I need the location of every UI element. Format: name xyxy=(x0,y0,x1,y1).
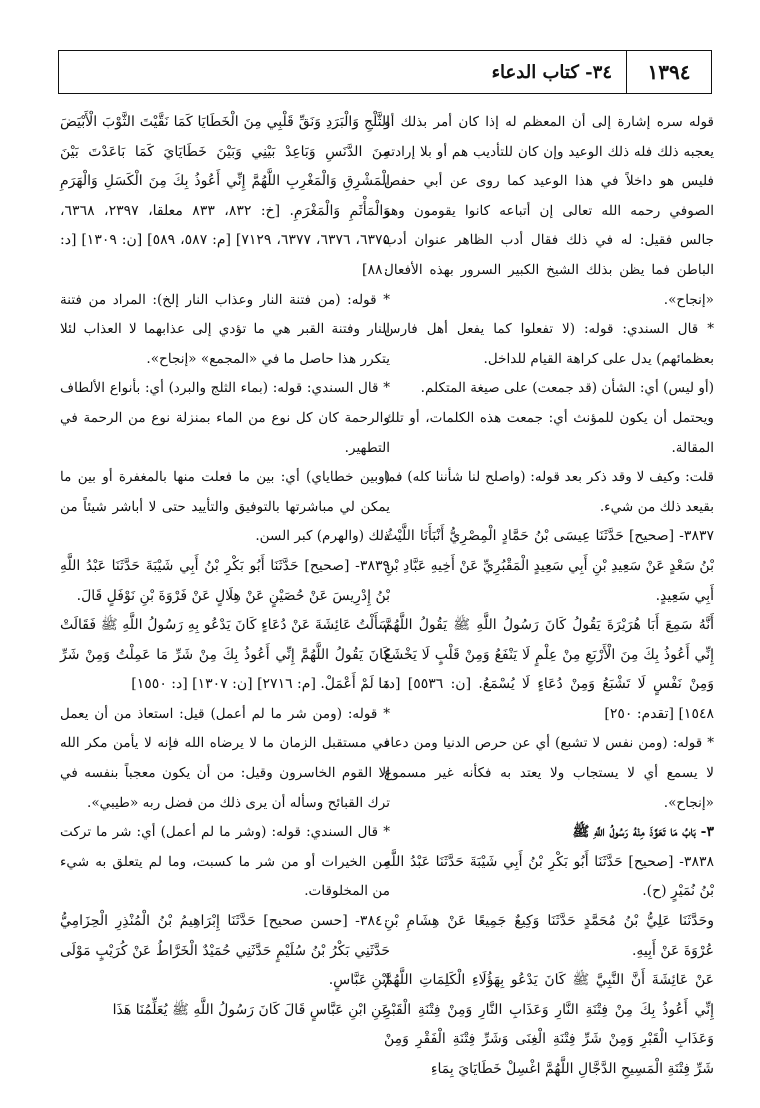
hadith-isnad: ٣٨٣٨- [صحيح] حَدَّثَنَا أَبُو بَكْرِ بْنُ أَبِي شَيْبَةَ حَدَّثَنَا عَبْدُ اللَّهِ بْنُ نُمَيْرٍ (ح). xyxy=(384,853,714,900)
paragraph: * قال السندي: قوله: (بماء الثلج والبرد) أي: بأنواع الألطاف والرحمة كان كل نوع من الماء بمنزلة نوع من الرحمة في التطهير. xyxy=(60,380,390,456)
hadith-isnad: وحَدَّثَنَا عَلِيُّ بْنُ مُحَمَّدٍ حَدَّثَنَا وَكِيعٌ جَمِيعًا عَنْ هِشَامِ بْنِ عُرْوَةَ عَنْ أَبِيهِ. xyxy=(384,913,714,959)
paragraph: ويحتمل أن يكون للمؤنث أي: جمعت هذه الكلمات، أو تلك المقالة. xyxy=(384,409,714,456)
paragraph: * قال السندي: قوله: (وشر ما لم أعمل) أي: شر ما تركت من الخيرات أو من شر ما كسبت، وما لم يتعلق به شيء من المخلوقات. xyxy=(60,824,390,900)
hadith-text: سَأَلْتُ عَائِشَةَ عَنْ دُعَاءٍ كَانَ يَدْعُو بِهِ رَسُولُ اللَّهِ ﷺ فَقَالَتْ كَانَ يَقُولُ اللَّهُمَّ إِنِّي أَعُوذُ بِكَ مِنْ شَرِّ مَا عَمِلْتُ وَمِنْ شَرِّ مَا لَمْ أَعْمَلْ. [م: ٢٧١٦] [ن: ١٣٠٧] [د: ١٥٥٠] xyxy=(60,617,390,693)
page-header xyxy=(58,50,712,94)
paragraph: قلت: وكيف لا وقد ذكر بعد قوله: (واصلح لنا شأننا كله) فما بقيعد ذلك من شيء. xyxy=(384,469,714,515)
paragraph: (أو ليس) أي: الشأن (قد جمعت) على صيغة المتكلم. xyxy=(420,380,714,397)
hadith-text: الثَّلْجِ وَالْبَرَدِ وَنَقِّ قَلْبِي مِنَ الْخَطَايَا كَمَا نَقَّيْتَ الثَّوْبَ الْأَبْيَضَ مِنَ الدَّنَسِ وَبَاعِدْ بَيْنِي وَبَيْنَ خَطَايَايَ كَمَا بَاعَدْتَ بَيْنَ الْمَشْرِقِ وَالْمَغْرِبِ اللَّهُمَّ إِنِّي أَعُوذُ بِكَ مِنَ الْكَسَلِ وَالْهَرَمِ وَالْمَأْثَمِ وَالْمَغْرَمِ. [خ: ٨٣٢، ٨٣٣ معلقا، ٢٣٩٧، ٦٣٦٨، ٦٣٧٥، ٦٣٧٦، ٦٣٧٧، ٧١٢٩] [م: ٥٨٧، ٥٨٩] [ن: ١٣٠٩] [د: ٨٨٠] xyxy=(60,114,391,278)
paragraph: * قوله: (ومن نفس لا تشبع) أي عن حرص الدنيا ومن دعاء لا يسمع أي لا يستجاب ولا يعتد به فكأنه غير مسموع «إنجاح». xyxy=(384,735,714,811)
paragraph: (وبين خطاياي) أي: بين ما فعلت منها بالمغفرة أو بين ما يمكن لي مباشرتها بالتوفيق والتأييد حتى لا أباشر شيئاً من ذلك (والهرم) كبر السن. xyxy=(60,469,390,545)
hadith-text: عَنْ عَائِشَةَ أَنَّ النَّبِيَّ ﷺ كَانَ يَدْعُو بِهَؤُلَاءِ الْكَلِمَاتِ اللَّهُمَّ إِنِّي أَعُوذُ بِكَ مِنْ فِتْنَةِ النَّارِ وَعَذَابِ النَّارِ وَمِنْ فِتْنَةِ الْقَبْرِ وَعَذَابِ الْقَبْرِ وَمِنْ شَرِّ فِتْنَةِ الْغِنَى وَشَرِّ فِتْنَةِ الْفَقْرِ وَمِنْ شَرِّ فِتْنَةِ الْمَسِيحِ الدَّجَّالِ اللَّهُمَّ اغْسِلْ خَطَايَايَ بِمَاءِ xyxy=(384,972,714,1077)
hadith-isnad: ٣٨٣٧- [صحيح] حَدَّثَنَا عِيسَى بْنُ حَمَّادٍ الْمِصْرِيُّ أَنْبَأَنَا اللَّيْثُ بْنُ سَعْدٍ عَنْ سَعِيدِ بْنِ أَبِي سَعِيدٍ الْمَقْبُرِيِّ عَنْ أَخِيهِ عَبَّادِ بْنِ أَبِي سَعِيدٍ. xyxy=(384,528,714,604)
section-heading: ٣- بَابُ مَا تَعَوَّذَ مِنْهُ رَسُولُ اللَّهِ ﷺ xyxy=(572,824,714,841)
paragraph: * قوله: (من فتنة النار وعذاب النار إلخ): المراد من فتنة النار وفتنة القبر هي ما تؤدي إلى عذابهما لا العذاب لئلا يتكرر هذا حاصل ما في «المجمع» «إنجاح». xyxy=(60,291,390,367)
paragraph: * قوله: (ومن شر ما لم أعمل) قيل: استعاذ من أن يعمل في مستقبل الزمان ما لا يرضاه الله فإنه لا يأمن مكر الله إلا القوم الخاسرون وقيل: من أن يكون معجباً بنفسه في ترك القبائح وسأله أن يرى ذلك من فضل ربه «طيبي». xyxy=(60,705,390,811)
paragraph: * قال السندي: قوله: (لا تفعلوا كما يفعل أهل فارس بعظمائهم) يدل على كراهة القيام للداخل. xyxy=(384,321,714,367)
left-column xyxy=(60,108,390,1025)
right-column xyxy=(384,108,714,1085)
hadith-isnad: ٣٨٤٠- [حسن صحيح] حَدَّثَنَا إِبْرَاهِيمُ بْنُ الْمُنْذِرِ الْحِزَامِيُّ حَدَّثَنِي بَكْرُ بْنُ سُلَيْمٍ حَدَّثَنِي حُمَيْدٌ الْخَرَّاطُ عَنْ كُرَيْبٍ مَوْلَى ابْنِ عَبَّاسٍ. xyxy=(60,913,390,989)
paragraph: قوله سره إشارة إلى أن المعظم له إذا كان أمر بذلك أو يعجبه ذلك فله ذلك الوعيد وإن كان للتأديب هم أو بلا إرادته فليس هو داخلاً في هذا الوعيد كما روى عن أبي حفص الصوفي رحمه الله تعالى إن أتباعه كانوا يقومون وهو جالس فقيل: له في ذلك فقال أدب الظاهر عنوان أدب الباطن فما يظن بذلك الشيخ الكبير السرور بهذه الأفعال «إنجاح». xyxy=(384,114,714,308)
page-number: ١٣٩٤ xyxy=(626,51,711,93)
hadith-text: أَنَّهُ سَمِعَ أَبَا هُرَيْرَةَ يَقُولُ كَانَ رَسُولُ اللَّهِ ﷺ يَقُولُ اللَّهُمَّ إِنِّي أَعُوذُ بِكَ مِنَ الْأَرْبَعِ مِنْ عِلْمٍ لَا يَنْفَعُ وَمِنْ قَلْبٍ لَا يَخْشَعُ وَمِنْ نَفْسٍ لَا تَشْبَعُ وَمِنْ دُعَاءٍ لَا يُسْمَعُ. [ن: ٥٥٣٦] [د: ١٥٤٨] [تقدم: ٢٥٠] xyxy=(384,617,714,722)
chapter-title: ٣٤- كتاب الدعاء xyxy=(491,61,612,83)
hadith-isnad: ٣٨٣٩- [صحيح] حَدَّثَنَا أَبُو بَكْرِ بْنُ أَبِي شَيْبَةَ حَدَّثَنَا عَبْدُ اللَّهِ بْنُ إِدْرِيسَ عَنْ حُصَيْنٍ عَنْ هِلَالٍ عَنْ فَرْوَةَ بْنِ نَوْفَلٍ قَالَ. xyxy=(60,557,390,604)
hadith-text: عَنِ ابْنِ عَبَّاسٍ قَالَ كَانَ رَسُولُ اللَّهِ ﷺ يُعَلِّمُنَا هَذَا xyxy=(112,1001,390,1018)
